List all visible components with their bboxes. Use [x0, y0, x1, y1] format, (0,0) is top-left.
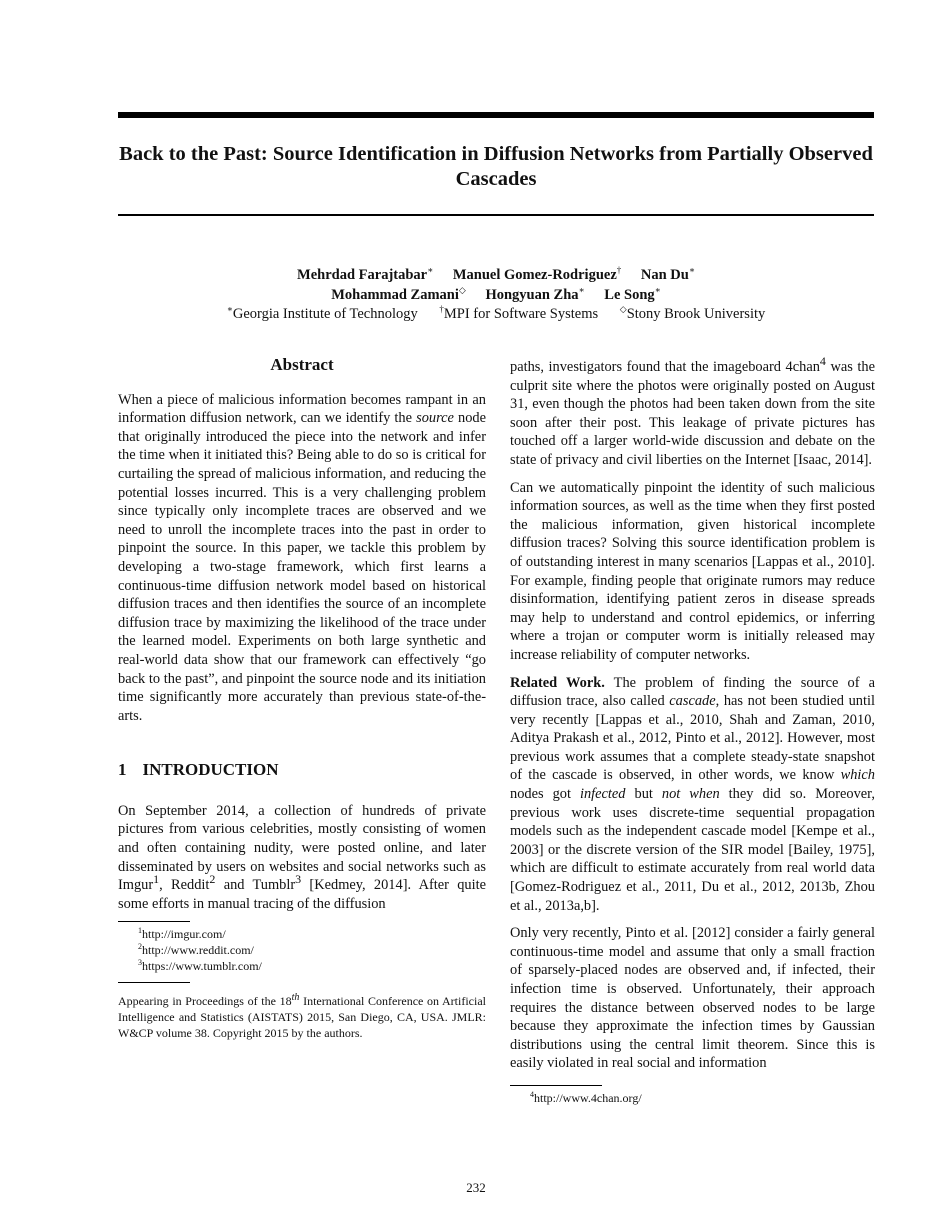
- proceedings-note: Appearing in Proceedings of the 18th International Conference on Artificial Intelligence and Statistics (AISTATS) 2015, San Diego, CA, USA. JMLR: W&CP volume 38. Copyright 2015 by the authors.: [118, 992, 486, 1041]
- title-bottom-rule: [118, 214, 874, 216]
- page-number: 232: [466, 1180, 486, 1195]
- affiliation: ∗Georgia Institute of Technology: [226, 304, 418, 322]
- footnote: $^1$http://imgur.com/: [138, 926, 226, 942]
- body-paragraph: paths, investigators found that the imageboard 4chan$^4$ was the culprit site where the photos were originally posted on August 31, even though the photos had been taken down from the site soon after their post. This leakage of private pictures has touched off a larger world-wide discussion and debate on the state of privacy and civil liberties on the Internet [Isaac, 2014].: [510, 354, 876, 468]
- affiliation: ◇Stony Brook University: [619, 304, 766, 322]
- body-paragraph: Only very recently, Pinto et al. [2012] consider a fairly general continuous-time model and assume that only a small fraction of sparsely-placed nodes are observed and, if infected, their infection time is observed. Unfortunately, their approach requires the distance between observed nodes to be large because they approximate the infection times by Gaussian distributions using the central limit theorem. Since this is easily violated in real social and information: [510, 925, 875, 1072]
- footnote: $^4$http://www.4chan.org/: [530, 1089, 642, 1105]
- proceedings-rule: [118, 982, 190, 983]
- author-name: Manuel Gomez-Rodriguez†: [452, 265, 622, 283]
- affiliation: †MPI for Software Systems: [439, 304, 599, 322]
- author-block: [118, 266, 874, 325]
- footnote: $^3$https://www.tumblr.com/: [138, 958, 262, 974]
- author-name: Nan Du∗: [640, 265, 695, 283]
- author-name: Mehrdad Farajtabar∗: [297, 265, 434, 283]
- author-line-1: [118, 266, 874, 286]
- body-paragraph: Can we automatically pinpoint the identity of such malicious information sources, as well as the time when they first posted the malicious information, given historical incomplete diffusion traces? Solving this source identification problem is of outstanding interest in many scenarios [Lappas et al., 2010]. For example, finding people that originate rumors may reduce disinformation, identifying patient zeros in disease spreads may help to understand and control epidemics, or inferring where a trojan or computer worm is initially released may increase reliability of computer networks.: [510, 479, 875, 663]
- related-work-paragraph: Related Work. The problem of finding the source of a diffusion trace, also called cascade, has not been studied until very recently [Lappas et al., 2010, Shah and Zaman, 2010, Aditya Prakash et al., 2012, Pinto et al., 2012]. However, most previous work assumes that a complete steady-state snapshot of the cascade is observed, in other words, we know which nodes got infected but not when they did so. Moreover, previous work uses discrete-time sequential propagation models such as the independent cascade model [Kempe et al., 2003] or the discrete version of the SIR model [Bailey, 1975], which are difficult to estimate accurately from real world data [Gomez-Rodriguez et al., 2011, Du et al., 2012, 2013b, Zhou et al., 2013a,b].: [510, 674, 875, 914]
- footnote: $^2$http://www.reddit.com/: [138, 942, 254, 958]
- footnote-rule: [118, 921, 190, 922]
- section-heading: 1 INTRODUCTION: [118, 760, 279, 780]
- footnote-rule: [510, 1085, 602, 1086]
- affiliation-line: [118, 305, 874, 325]
- author-line-2: [118, 286, 874, 306]
- author-name: Hongyuan Zha∗: [485, 284, 585, 303]
- title-top-rule: [118, 112, 874, 118]
- abstract-heading: Abstract: [270, 355, 334, 374]
- right-column: [510, 354, 876, 1106]
- paper-title: Back to the Past: Source Identification in Diffusion Networks from Partially Observed Cascades: [119, 143, 873, 190]
- author-name: Mohammad Zamani◇: [331, 284, 466, 303]
- intro-paragraph: On September 2014, a collection of hundreds of private pictures from various celebrities, mostly consisting of women and often containing nudity, were posted online, and later disseminated by users on websites and social networks such as Imgur$^1$, Reddit$^2$ and Tumblr$^3$ [Kedmey, 2014]. After quite some efforts in manual tracing of the diffusion: [118, 802, 486, 912]
- left-column: [118, 356, 486, 1041]
- author-name: Le Song∗: [604, 284, 661, 303]
- abstract-text: When a piece of malicious information becomes rampant in an information diffusion network, can we identify the source node that originally introduced the piece into the network and infer the time when it initiated this? Being able to do so is critical for curtailing the spread of malicious information, and reducing the potential losses incurred. This is a very challenging problem since typically only incomplete traces are observed and we need to unroll the incomplete traces into the past in order to pinpoint the source. In this paper, we tackle this problem by developing a two-stage framework, which first learns a continuous-time diffusion network model based on historical diffusion traces and then identifies the source of an incomplete diffusion trace by maximizing the likelihood of the trace under the learned model. Experiments on both large synthetic and real-world data show that our framework can effectively “go back to the past”, and pinpoint the source node and its initiation time significantly more accurately than previous state-of-the-arts.: [118, 391, 486, 724]
